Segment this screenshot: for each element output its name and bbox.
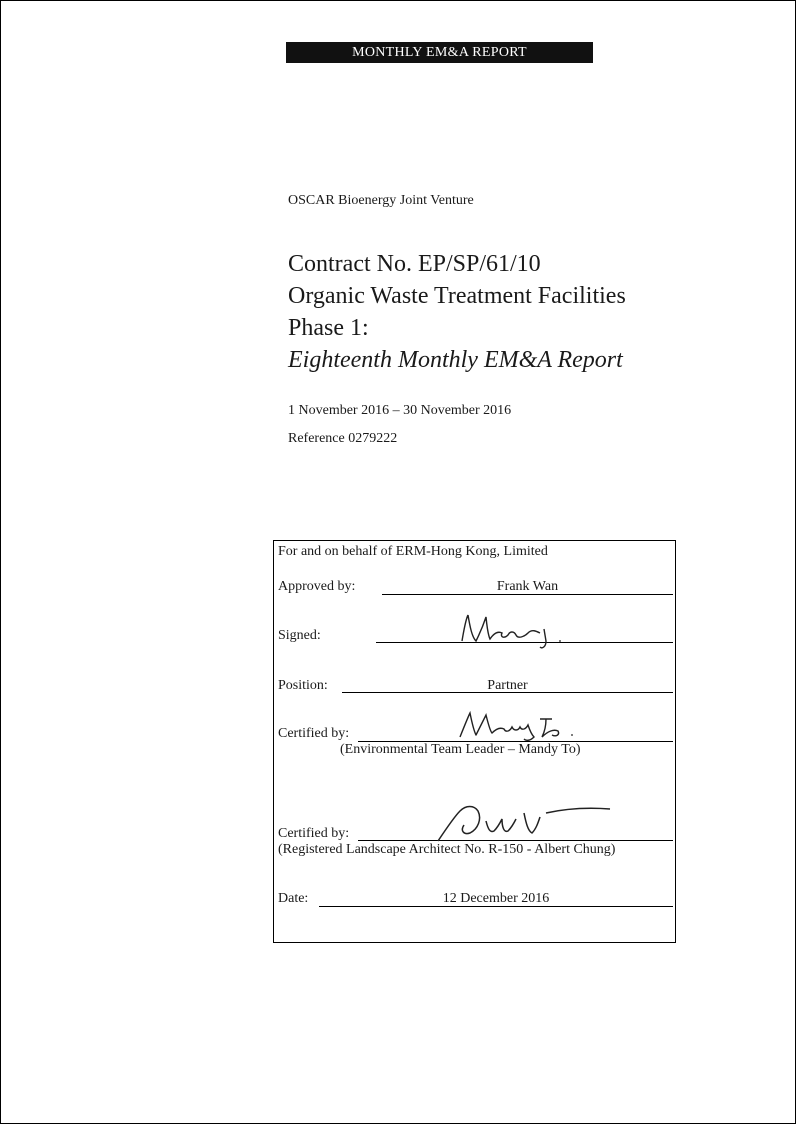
certified-etl-caption: (Environmental Team Leader – Mandy To) <box>340 742 581 757</box>
certified-landscape-caption: (Registered Landscape Architect No. R-150 - Albert Chung) <box>278 842 616 857</box>
title-line-phase: Phase 1: <box>288 315 369 341</box>
title-line-project: Organic Waste Treatment Facilities <box>288 283 626 309</box>
banner-text: MONTHLY EM&A REPORT <box>352 44 527 60</box>
signed-label: Signed: <box>278 628 321 643</box>
title-line-subtitle: Eighteenth Monthly EM&A Report <box>288 347 623 373</box>
signoff-box <box>273 540 676 943</box>
date-value: 12 December 2016 <box>442 891 550 906</box>
date-label: Date: <box>278 891 309 906</box>
position-label: Position: <box>278 678 328 693</box>
signature-frank-wan <box>454 611 574 653</box>
signature-albert-chung <box>434 803 624 843</box>
position-value: Partner <box>487 678 528 693</box>
report-reference: Reference 0279222 <box>288 431 398 446</box>
approved-label: Approved by: <box>278 579 356 594</box>
signoff-heading: For and on behalf of ERM-Hong Kong, Limited <box>278 544 548 559</box>
title-line-contract: Contract No. EP/SP/61/10 <box>288 251 541 277</box>
client-name: OSCAR Bioenergy Joint Venture <box>288 193 474 208</box>
certified-etl-label: Certified by: <box>278 726 350 741</box>
approved-value: Frank Wan <box>496 579 559 594</box>
signature-mandy-to <box>454 709 594 743</box>
certified-landscape-label: Certified by: <box>278 826 350 841</box>
report-period: 1 November 2016 – 30 November 2016 <box>288 403 512 418</box>
report-title <box>288 248 626 376</box>
report-banner <box>286 42 593 63</box>
